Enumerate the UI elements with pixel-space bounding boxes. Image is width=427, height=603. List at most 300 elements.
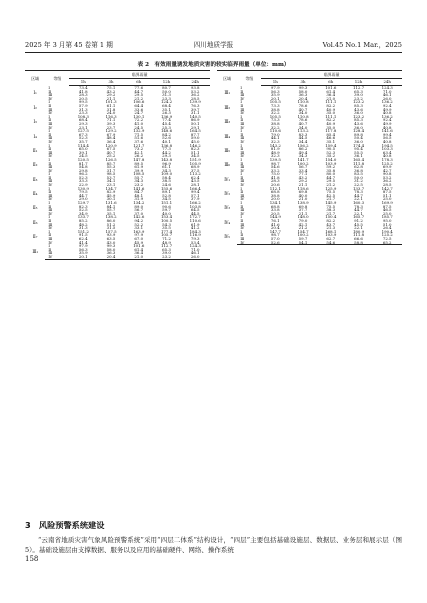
value-cell: 36.0 xyxy=(354,139,363,144)
value-cell: 86.9 xyxy=(190,118,200,122)
value-cell: 39.9 xyxy=(134,168,144,173)
grade-cell: Ⅱ xyxy=(48,175,51,180)
grade-cell: Ⅰ xyxy=(240,186,242,191)
grade-cell: Ⅲ xyxy=(48,121,53,126)
value-cell: 43.7 xyxy=(326,222,336,227)
value-cell: 68.9 xyxy=(190,165,200,169)
grade-cell: Ⅳ xyxy=(240,111,245,115)
grade-cell: Ⅳ xyxy=(48,168,53,173)
value-cell: 20.4 xyxy=(298,96,308,101)
value-cell: 57.0 xyxy=(270,236,280,241)
value-cell: 54.6 xyxy=(317,241,345,245)
value-cell: 81.9 xyxy=(270,147,280,151)
value-cell: 40.7 xyxy=(298,121,308,126)
value-cell: 22.1 xyxy=(354,226,363,230)
rainfall-table-left xyxy=(25,70,210,260)
value-cell: 46.1 xyxy=(382,93,392,97)
value-cell: 25.3 xyxy=(162,125,171,130)
value-cell: 34.5 xyxy=(162,197,171,201)
value-cell: 21.2 xyxy=(326,183,336,187)
region-cell: Ⅰ₃ xyxy=(33,119,37,125)
value-cell: 40.8 xyxy=(382,154,392,158)
value-cell: 31.5 xyxy=(106,226,116,230)
value-cell: 54.3 xyxy=(162,222,171,227)
value-cell: 41.2 xyxy=(190,226,200,230)
value-cell: 50.0 xyxy=(354,175,363,180)
grade-cell: Ⅲ xyxy=(240,236,245,241)
section-heading: 3 风险预警系统建设 xyxy=(25,520,105,530)
value-cell: 40.7 xyxy=(298,107,308,112)
value-cell: 91.2 xyxy=(354,218,363,223)
value-cell: 69.8 xyxy=(298,190,308,194)
value-cell: 131.6 xyxy=(105,201,117,205)
value-cell: 42.7 xyxy=(382,168,392,173)
value-cell: 89.1 xyxy=(162,190,171,194)
value-cell: 116.3 xyxy=(105,114,117,119)
value-cell: 124.2 xyxy=(160,100,173,104)
value-cell: 101.6 xyxy=(325,85,337,90)
value-cell: 44.5 xyxy=(190,211,200,216)
value-cell: 61.1 xyxy=(106,103,116,108)
value-cell: 99.3 xyxy=(298,85,308,90)
value-cell: 79.5 xyxy=(78,190,88,194)
grade-cell: Ⅰ xyxy=(48,244,50,248)
value-cell: 141.6 xyxy=(133,186,145,191)
value-cell: 91.5 xyxy=(78,233,88,237)
value-cell: 28.3 xyxy=(270,179,280,184)
column-header-period: 3h xyxy=(289,79,317,86)
value-cell: 33.1 xyxy=(134,226,144,230)
value-cell: 71.1 xyxy=(106,118,116,122)
value-cell: 20.5 xyxy=(78,96,88,101)
value-cell: 111.8 xyxy=(352,161,365,166)
value-cell: 35.2 xyxy=(326,154,336,158)
value-cell: 56.7 xyxy=(134,208,144,212)
value-cell: 44.7 xyxy=(78,193,88,198)
value-cell: 34.9 xyxy=(78,211,88,216)
value-cell: 151.1 xyxy=(160,201,173,205)
value-cell: 61.9 xyxy=(190,222,200,227)
value-cell: 23.3 xyxy=(78,111,88,115)
value-cell: 114.4 xyxy=(77,143,89,148)
value-cell: 109.0 xyxy=(160,172,173,176)
grade-cell: Ⅲ xyxy=(240,93,245,97)
value-cell: 29.2 xyxy=(298,179,308,184)
table-row xyxy=(25,255,210,259)
value-cell: 20.4 xyxy=(270,226,280,230)
grade-cell: Ⅲ xyxy=(48,107,53,112)
value-cell: 46.6 xyxy=(326,136,336,140)
value-cell: 44.2 xyxy=(162,150,171,155)
grade-cell: Ⅰ xyxy=(48,186,50,191)
value-cell: 48.1 xyxy=(134,193,144,198)
value-cell: 168.1 xyxy=(325,229,337,234)
value-cell: 76.3 xyxy=(190,103,200,108)
value-cell: 84.7 xyxy=(134,190,144,194)
grade-cell: Ⅲ xyxy=(48,251,53,255)
value-cell: 31.1 xyxy=(190,111,200,115)
grade-cell: Ⅰ xyxy=(240,85,242,90)
value-cell: 63.5 xyxy=(106,236,116,241)
value-cell: 87.5 xyxy=(382,190,392,194)
column-header-region: 区域 xyxy=(25,71,45,86)
value-cell: 52.3 xyxy=(78,136,88,140)
value-cell: 82.2 xyxy=(326,118,336,122)
value-cell: 98.7 xyxy=(270,161,280,166)
value-cell: 58.0 xyxy=(106,247,116,252)
value-cell: 21.0 xyxy=(125,255,153,259)
value-cell: 23.2 xyxy=(134,183,144,187)
value-cell: 23.1 xyxy=(106,183,116,187)
grade-cell: Ⅲ xyxy=(240,193,245,198)
value-cell: 142.7 xyxy=(381,186,393,191)
value-cell: 37.0 xyxy=(134,211,144,216)
value-cell: 37.6 xyxy=(134,139,144,144)
value-cell: 53.4 xyxy=(190,240,200,245)
grade-cell: Ⅳ xyxy=(240,96,245,101)
value-cell: 23.2 xyxy=(153,255,181,259)
value-cell: 80.0 xyxy=(326,172,336,176)
grade-cell: Ⅲ xyxy=(48,93,53,97)
value-cell: 61.4 xyxy=(134,247,144,252)
value-cell: 112.7 xyxy=(160,244,173,248)
value-cell: 68.4 xyxy=(78,118,88,122)
value-cell: 105.9 xyxy=(189,161,201,166)
value-cell: 21.0 xyxy=(298,197,308,201)
value-cell: 113.2 xyxy=(297,129,309,133)
column-header-period: 1h xyxy=(69,79,97,86)
value-cell: 141.6 xyxy=(381,129,393,133)
grade-cell: Ⅲ xyxy=(240,179,245,184)
value-cell: 99.3 xyxy=(106,244,116,248)
value-cell: 165.4 xyxy=(352,157,365,162)
region-cell: Ⅳ₅ xyxy=(224,234,231,240)
grade-cell: Ⅳ xyxy=(48,111,53,115)
value-cell: 96.9 xyxy=(162,161,171,166)
value-cell: 29.5 xyxy=(326,179,336,184)
value-cell: 52.5 xyxy=(78,208,88,212)
value-cell: 59.0 xyxy=(190,136,200,140)
value-cell: 35.1 xyxy=(326,139,336,144)
value-cell: 31.9 xyxy=(134,197,144,201)
value-cell: 55.7 xyxy=(134,175,144,180)
value-cell: 87.7 xyxy=(190,132,200,137)
value-cell: 51.2 xyxy=(106,222,116,227)
value-cell: 100.2 xyxy=(297,161,309,166)
value-cell: 50.1 xyxy=(190,121,200,126)
value-cell: 83.5 xyxy=(354,172,363,176)
value-cell: 126.5 xyxy=(105,157,117,162)
value-cell: 62.8 xyxy=(354,165,363,169)
value-cell: 64.4 xyxy=(134,103,144,108)
value-cell: 45.9 xyxy=(134,240,144,245)
value-cell: 41.8 xyxy=(270,175,280,180)
value-cell: 40.7 xyxy=(106,150,116,155)
value-cell: 44.1 xyxy=(270,136,280,140)
value-cell: 35.7 xyxy=(78,139,88,144)
value-cell: 147.7 xyxy=(269,229,281,234)
value-cell: 110.6 xyxy=(189,218,201,223)
value-cell: 94.2 xyxy=(134,218,144,223)
value-cell: 108.5 xyxy=(133,172,145,176)
value-cell: 38.8 xyxy=(270,121,280,126)
value-cell: 36.2 xyxy=(382,179,392,184)
value-cell: 42.5 xyxy=(326,193,336,198)
value-cell: 53.7 xyxy=(106,175,116,180)
value-cell: 101.3 xyxy=(105,100,117,104)
value-cell: 123.2 xyxy=(352,100,365,104)
value-cell: 95.4 xyxy=(354,147,363,151)
value-cell: 103.9 xyxy=(325,161,337,166)
value-cell: 111.1 xyxy=(325,114,337,119)
value-cell: 20.1 xyxy=(69,255,97,259)
rainfall-table-right xyxy=(217,70,402,245)
grade-cell: Ⅱ xyxy=(48,103,51,108)
grade-cell: Ⅱ xyxy=(240,118,243,122)
value-cell: 35.0 xyxy=(326,111,336,115)
value-cell: 172.7 xyxy=(189,215,201,219)
value-cell: 24.5 xyxy=(134,125,144,130)
value-cell: 99.4 xyxy=(382,132,392,137)
value-cell: 75.1 xyxy=(106,85,116,90)
value-cell: 20.5 xyxy=(270,211,280,216)
value-cell: 134.2 xyxy=(133,201,145,205)
value-cell: 24.5 xyxy=(78,154,88,158)
value-cell: 36.1 xyxy=(354,154,363,158)
value-cell: 77.4 xyxy=(162,118,171,122)
value-cell: 75.0 xyxy=(270,172,280,176)
value-cell: 124.3 xyxy=(189,244,201,248)
value-cell: 134.1 xyxy=(269,201,281,205)
value-cell: 166.2 xyxy=(189,201,201,205)
value-cell: 142.6 xyxy=(133,215,145,219)
value-cell: 125.2 xyxy=(381,233,393,237)
value-cell: 96.2 xyxy=(78,172,88,176)
value-cell: 40.8 xyxy=(382,125,392,130)
value-cell: 79.0 xyxy=(298,218,308,223)
value-cell: 61.1 xyxy=(162,165,171,169)
value-cell: 32.3 xyxy=(270,154,280,158)
value-cell: 29.3 xyxy=(78,121,88,126)
value-cell: 37.7 xyxy=(298,208,308,212)
value-cell: 32.2 xyxy=(270,125,280,130)
grade-cell: Ⅱ xyxy=(240,161,243,166)
region-cell: Ⅰ₂ xyxy=(33,104,37,110)
value-cell: 67.0 xyxy=(134,236,144,241)
grade-cell: Ⅱ xyxy=(240,233,243,237)
value-cell: 78.3 xyxy=(354,204,363,209)
value-cell: 56.3 xyxy=(270,89,280,94)
value-cell: 84.1 xyxy=(106,204,116,209)
value-cell: 77.1 xyxy=(298,172,308,176)
value-cell: 184.3 xyxy=(189,229,201,234)
value-cell: 24.0 xyxy=(106,111,116,115)
value-cell: 36.4 xyxy=(326,93,336,97)
value-cell: 31.7 xyxy=(106,168,116,173)
value-cell: 128.4 xyxy=(352,129,365,133)
region-cell: Ⅲ₁ xyxy=(32,248,39,254)
value-cell: 52.8 xyxy=(162,193,171,198)
value-cell: 50.4 xyxy=(354,136,363,140)
value-cell: 23.3 xyxy=(162,96,171,101)
value-cell: 43.6 xyxy=(354,107,363,112)
value-cell: 68.8 xyxy=(270,204,280,209)
value-cell: 44.5 xyxy=(298,136,308,140)
value-cell: 112.1 xyxy=(269,186,281,191)
value-cell: 77.3 xyxy=(162,147,171,151)
grade-cell: Ⅰ xyxy=(240,172,242,176)
value-cell: 43.2 xyxy=(298,175,308,180)
grade-cell: Ⅲ xyxy=(240,222,245,227)
table-caption: 表 2 有效雨量诱发地质灾害的较实临界雨量（单位：mm） xyxy=(137,62,290,68)
value-cell: 82.3 xyxy=(190,147,200,151)
value-cell: 80.7 xyxy=(162,85,171,90)
grade-cell: Ⅳ xyxy=(240,125,245,130)
value-cell: 194.5 xyxy=(381,143,393,148)
value-cell: 57.1 xyxy=(190,193,200,198)
column-header-period: 6h xyxy=(125,79,153,86)
value-cell: 43.6 xyxy=(354,121,363,126)
value-cell: 147.8 xyxy=(133,157,145,162)
value-cell: 31.2 xyxy=(354,179,363,184)
value-cell: 56.7 xyxy=(298,165,308,169)
value-cell: 39.3 xyxy=(106,121,116,126)
value-cell: 54.1 xyxy=(289,241,317,245)
value-cell: 111.8 xyxy=(352,233,365,237)
value-cell: 40.0 xyxy=(298,193,308,198)
value-cell: 54.6 xyxy=(270,165,280,169)
value-cell: 29.5 xyxy=(134,93,144,97)
value-cell: 42.1 xyxy=(298,222,308,227)
grade-cell: Ⅰ xyxy=(240,143,242,148)
value-cell: 124.3 xyxy=(381,85,393,90)
value-cell: 59.7 xyxy=(162,208,171,212)
value-cell: 43.2 xyxy=(106,89,116,94)
region-cell: Ⅱ₃ xyxy=(32,176,38,182)
value-cell: 151.9 xyxy=(189,157,201,162)
grade-cell: Ⅱ xyxy=(48,161,51,166)
value-cell: 134.7 xyxy=(105,186,117,191)
value-cell: 20.1 xyxy=(270,96,280,101)
value-cell: 69.9 xyxy=(382,165,392,169)
grade-cell: Ⅰ xyxy=(48,172,50,176)
value-cell: 32.2 xyxy=(270,111,280,115)
grade-cell: Ⅱ xyxy=(48,147,51,151)
value-cell: 29.2 xyxy=(106,93,116,97)
value-cell: 71.0 xyxy=(382,89,392,94)
value-cell: 55.3 xyxy=(106,165,116,169)
value-cell: 37.5 xyxy=(190,168,200,173)
column-header-period: 12h xyxy=(345,79,373,86)
grade-cell: Ⅳ xyxy=(48,125,53,130)
value-cell: 39.7 xyxy=(190,107,200,112)
region-cell: Ⅱ₅ xyxy=(32,205,38,211)
grade-cell: Ⅱ xyxy=(240,175,243,180)
value-cell: 23.1 xyxy=(78,125,88,130)
region-cell: Ⅱ₄ xyxy=(32,191,38,197)
value-cell: 21.3 xyxy=(326,226,336,230)
value-cell: 29.8 xyxy=(78,168,88,173)
value-cell: 92.4 xyxy=(382,118,392,122)
value-cell: 36.0 xyxy=(354,125,363,130)
value-cell: 52.3 xyxy=(326,150,336,155)
value-cell: 44.7 xyxy=(134,89,144,94)
value-cell: 21.0 xyxy=(326,96,336,101)
value-cell: 138.2 xyxy=(105,215,117,219)
grade-cell: Ⅱ xyxy=(240,204,243,209)
value-cell: 154.0 xyxy=(325,157,337,162)
value-cell: 39.0 xyxy=(162,251,171,255)
value-cell: 101.6 xyxy=(133,244,145,248)
value-cell: 55.5 xyxy=(354,150,363,155)
value-cell: 65.0 xyxy=(78,147,88,151)
value-cell: 21.2 xyxy=(298,226,308,230)
value-cell: 177.4 xyxy=(160,229,173,234)
value-cell: 36.4 xyxy=(134,251,144,255)
value-cell: 156.2 xyxy=(297,143,309,148)
value-cell: 43.0 xyxy=(106,240,116,245)
value-cell: 35.0 xyxy=(326,125,336,130)
value-cell: 49.4 xyxy=(298,150,308,155)
grade-cell: Ⅰ xyxy=(48,215,50,219)
region-cell: Ⅰ₁ xyxy=(33,90,37,96)
value-cell: 146.2 xyxy=(189,143,201,148)
value-cell: 159.4 xyxy=(325,143,337,148)
value-cell: 85.7 xyxy=(106,161,116,166)
value-cell: 46.1 xyxy=(190,251,200,255)
value-cell: 34.3 xyxy=(134,179,144,184)
value-cell: 163.9 xyxy=(133,229,145,234)
value-cell: 93.8 xyxy=(190,85,200,90)
grade-cell: Ⅰ xyxy=(48,201,50,205)
grade-cell: Ⅳ xyxy=(48,183,53,187)
grade-cell: Ⅰ xyxy=(48,114,50,119)
value-cell: 99.5 xyxy=(78,100,88,104)
value-cell: 34.0 xyxy=(298,125,308,130)
grade-cell: Ⅰ xyxy=(48,229,50,234)
value-cell: 36.3 xyxy=(106,251,116,255)
grade-cell: Ⅰ xyxy=(48,129,50,133)
value-cell: 90.5 xyxy=(326,147,336,151)
value-cell: 62.4 xyxy=(78,236,88,241)
value-cell: 73.4 xyxy=(78,85,88,90)
journal-issue: 2025 年 3 月第 45 卷第 1 期 xyxy=(25,41,113,49)
value-cell: 44.7 xyxy=(326,175,336,180)
value-cell: 84.2 xyxy=(162,132,171,137)
value-cell: 64.5 xyxy=(190,208,200,212)
value-cell: 100.5 xyxy=(160,218,173,223)
value-cell: 148.6 xyxy=(160,129,173,133)
value-cell: 165.7 xyxy=(352,215,365,219)
region-cell: Ⅱ₇ xyxy=(32,234,38,240)
grade-cell: Ⅱ xyxy=(48,118,51,122)
value-cell: 20.4 xyxy=(97,255,125,259)
value-cell: 56.5 xyxy=(382,136,392,140)
grade-cell: Ⅲ xyxy=(240,165,245,169)
value-cell: 35.1 xyxy=(106,211,116,216)
region-cell: Ⅱ₁ xyxy=(32,147,38,153)
value-cell: 141.7 xyxy=(297,157,309,162)
region-cell: Ⅲ₁ xyxy=(224,90,231,96)
value-cell: 20.0 xyxy=(270,197,280,201)
value-cell: 73.3 xyxy=(270,103,280,108)
value-cell: 35.9 xyxy=(270,93,280,97)
value-cell: 41.8 xyxy=(78,89,88,94)
value-cell: 45.4 xyxy=(162,121,171,126)
value-cell: 58.4 xyxy=(162,175,171,180)
value-cell: 145.9 xyxy=(325,201,337,205)
value-cell: 125.2 xyxy=(381,161,393,166)
